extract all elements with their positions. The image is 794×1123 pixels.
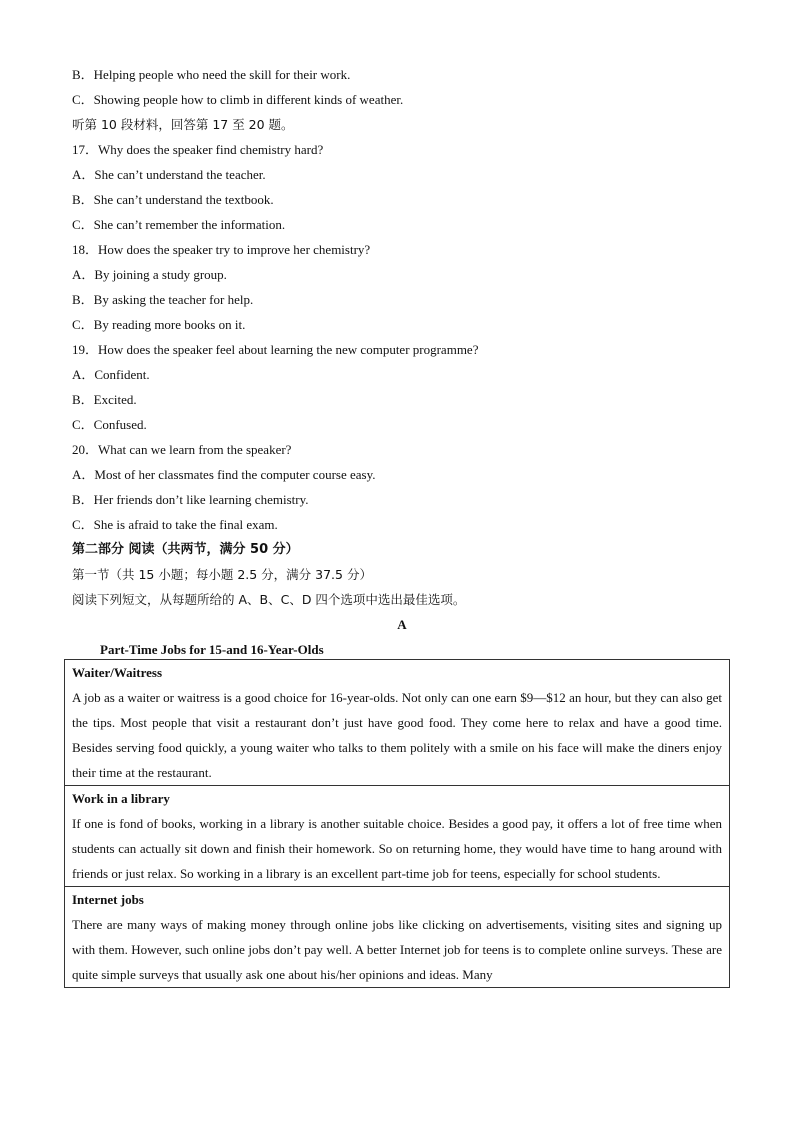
option-b-20: B．Her friends don’t like learning chemistry.	[72, 492, 309, 507]
exam-page	[72, 62, 732, 662]
job-row-internet	[65, 887, 730, 988]
section-instruction: 阅读下列短文，从每题所给的 A、B、C、D 四个选项中选出最佳选项。	[72, 592, 466, 607]
question-20: 20．What can we learn from the speaker?	[72, 442, 292, 457]
option-a-17: A．She can’t understand the teacher.	[72, 167, 266, 182]
option-c-19: C．Confused.	[72, 417, 147, 432]
passage-title: Part-Time Jobs for 15-and 16-Year-Olds	[100, 642, 324, 657]
job-text-internet: There are many ways of making money through online jobs like clicking on advertisements, visiting sites and signing up with them. However, such online jobs don’t pay well. A better Internet job for teens is to complete online surveys. These are quite simple surveys that usually ask one about his/her opinions and ideas. Many	[72, 917, 722, 982]
job-row-waiter	[65, 660, 730, 786]
job-text-waiter: A job as a waiter or waitress is a good choice for 16-year-olds. Not only can one earn $9—$12 an hour, but they can also get the tips. Most people that visit a restaurant don’t just have good food. They come here to relax and have a good time. Besides serving food quickly, a young waiter who talks to them politely with a smile on his face will make the diners enjoy their time at the restaurant.	[72, 690, 722, 780]
job-title-internet: Internet jobs	[72, 892, 144, 907]
job-title-library: Work in a library	[72, 791, 170, 806]
option-a-18: A．By joining a study group.	[72, 267, 227, 282]
listening-instruction: 听第 10 段材料，回答第 17 至 20 题。	[72, 117, 294, 132]
job-text-library: If one is fond of books, working in a library is another suitable choice. Besides a good pay, it offers a lot of free time when students can actually sit down and finish their homework. So on returning home, they would have time to hang around with friends or just relax. So working in a library is an excellent part-time job for teens, especially for school students.	[72, 816, 722, 881]
passage-letter: A	[397, 617, 407, 632]
job-cell	[65, 887, 730, 988]
question-17: 17．Why does the speaker find chemistry hard?	[72, 142, 324, 157]
section-title: 第二部分 阅读（共两节，满分 50 分）	[72, 542, 299, 557]
question-19: 19．How does the speaker feel about learning the new computer programme?	[72, 342, 479, 357]
option-b-17: B．She can’t understand the textbook.	[72, 192, 274, 207]
option-a-19: A．Confident.	[72, 367, 150, 382]
job-cell	[65, 786, 730, 887]
option-b-18: B．By asking the teacher for help.	[72, 292, 254, 307]
question-18: 18．How does the speaker try to improve her chemistry?	[72, 242, 371, 257]
option-c-18: C．By reading more books on it.	[72, 317, 246, 332]
job-title-waiter: Waiter/Waitress	[72, 665, 163, 680]
job-cell	[65, 660, 730, 786]
option-b-19: B．Excited.	[72, 392, 137, 407]
jobs-table	[64, 659, 730, 988]
section-part: 第一节（共 15 小题；每小题 2.5 分，满分 37.5 分）	[72, 567, 372, 582]
option-b-16: B．Helping people who need the skill for their work.	[72, 67, 351, 82]
job-row-library	[65, 786, 730, 887]
option-a-20: A．Most of her classmates find the computer course easy.	[72, 467, 376, 482]
option-c-16: C．Showing people how to climb in different kinds of weather.	[72, 92, 404, 107]
option-c-17: C．She can’t remember the information.	[72, 217, 286, 232]
option-c-20: C．She is afraid to take the final exam.	[72, 517, 278, 532]
